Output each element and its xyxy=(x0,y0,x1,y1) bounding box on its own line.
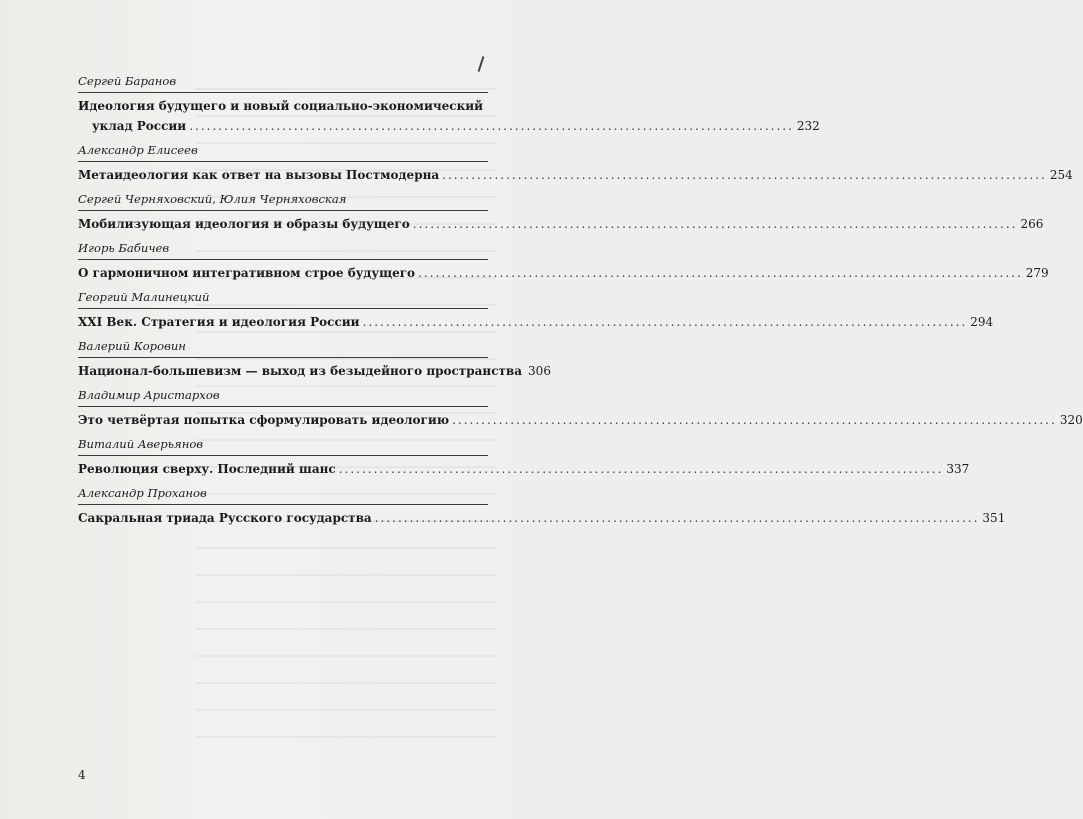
entry-author: Сергей Баранов xyxy=(78,74,488,93)
leader-dots: ........................................................................................................ xyxy=(362,315,968,329)
toc-entry xyxy=(78,74,820,134)
leader-dots: ........................................................................................................ xyxy=(338,462,944,476)
entry-title-row xyxy=(78,118,820,134)
table-of-contents xyxy=(78,74,1083,535)
leader-dots: ........................................................................................................ xyxy=(189,119,794,133)
entry-title: уклад России xyxy=(92,119,187,133)
entry-title: О гармоничном интегративном строе будущего xyxy=(78,266,416,280)
leader-dots: ........................................................................................................ xyxy=(374,511,980,525)
entry-page: 232 xyxy=(796,119,820,133)
entry-title-row xyxy=(78,363,551,379)
entry-page: 351 xyxy=(982,511,1006,525)
entry-page: 294 xyxy=(970,315,994,329)
entry-author: Александр Проханов xyxy=(78,486,488,505)
toc-entry xyxy=(78,143,1073,183)
entry-title: Национал-большевизм — выход из безыдейного пространства xyxy=(78,364,523,378)
entry-page: 279 xyxy=(1025,266,1049,280)
entry-title: Мобилизующая идеология и образы будущего xyxy=(78,217,410,231)
entry-page: 337 xyxy=(946,462,970,476)
entry-page: 254 xyxy=(1049,168,1073,182)
entry-author: Владимир Аристархов xyxy=(78,388,488,407)
entry-author: Игорь Бабичев xyxy=(78,241,488,260)
entry-title-row xyxy=(78,314,994,330)
page-number: 4 xyxy=(78,768,86,782)
entry-page: 266 xyxy=(1020,217,1044,231)
toc-entry xyxy=(78,241,1049,281)
entry-title-row xyxy=(78,265,1049,281)
toc-entry xyxy=(78,339,551,379)
entry-title-line: Идеология будущего и новый социально-экономический xyxy=(78,99,484,113)
entry-title-row xyxy=(78,461,970,477)
entry-title: Революция сверху. Последний шанс xyxy=(78,462,336,476)
toc-entry xyxy=(78,192,1044,232)
toc-entry xyxy=(78,486,1006,526)
entry-title: Это четвёртая попытка сформулировать идеологию xyxy=(78,413,450,427)
entry-author: Сергей Черняховский, Юлия Черняховская xyxy=(78,192,488,211)
entry-author: Виталий Аверьянов xyxy=(78,437,488,456)
entry-author: Валерий Коровин xyxy=(78,339,488,358)
entry-title-row xyxy=(78,216,1044,232)
leader-dots: ........................................................................................................ xyxy=(418,266,1023,280)
entry-author: Георгий Малинецкий xyxy=(78,290,488,309)
entry-title-row xyxy=(78,167,1073,183)
entry-author: Александр Елисеев xyxy=(78,143,488,162)
toc-entry xyxy=(78,290,994,330)
entry-title-row xyxy=(78,510,1006,526)
entry-title: Сакральная триада Русского государства xyxy=(78,511,372,525)
leader-dots: ........................................................................................................ xyxy=(412,217,1018,231)
entry-title: Метаидеология как ответ на вызовы Постмодерна xyxy=(78,168,440,182)
entry-page: 306 xyxy=(528,364,551,378)
leader-dots: ........................................................................................................ xyxy=(452,413,1057,427)
entry-title: XXI Век. Стратегия и идеология России xyxy=(78,315,360,329)
pencil-mark xyxy=(478,56,485,72)
entry-page: 320 xyxy=(1059,413,1083,427)
entry-title-row xyxy=(78,412,1083,428)
toc-entry xyxy=(78,437,970,477)
leader-dots: ........................................................................................................ xyxy=(442,168,1047,182)
toc-entry xyxy=(78,388,1083,428)
